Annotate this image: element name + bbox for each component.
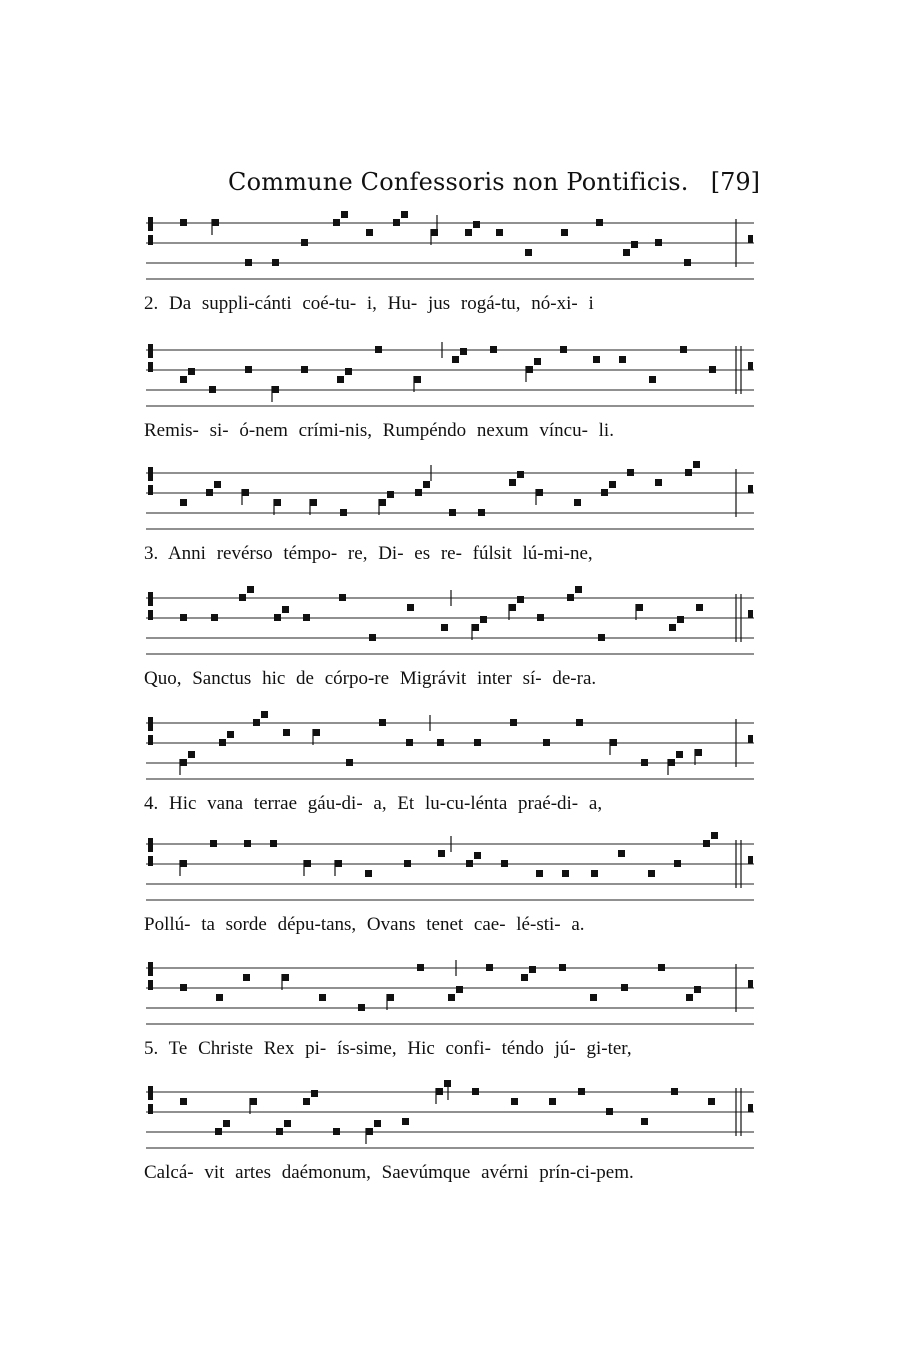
neume-note [598,634,605,641]
neume-note [473,221,480,228]
neume-note [345,368,352,375]
lyric-line: 2. Da suppli-cánti coé-tu- i, Hu- jus rogá-tu, nó-xi- i [144,293,594,314]
neume-note [436,1088,443,1095]
neume-note [648,870,655,877]
neume-note [490,346,497,353]
neume-note [619,356,626,363]
neume-note [401,211,408,218]
neume-note [369,634,376,641]
custos-icon [748,235,753,243]
neume-note [472,1088,479,1095]
page-title: Commune Confessoris non Pontificis. [228,168,689,196]
neume-note [272,259,279,266]
neume-note [379,719,386,726]
chant-staff [140,1074,760,1158]
clef-icon [148,962,153,990]
neume-note [437,739,444,746]
neume-note [206,489,213,496]
custos-icon [748,856,753,864]
clef-icon [148,592,153,620]
neume-note [216,994,223,1001]
neume-note [574,499,581,506]
neume-note [590,994,597,1001]
clef-icon [148,838,153,866]
neume-note [621,984,628,991]
neume-note [641,1118,648,1125]
neume-note [333,1128,340,1135]
neume-note [669,624,676,631]
neume-note [274,499,281,506]
neume-note [341,211,348,218]
neume-note [245,366,252,373]
neume-note [245,259,252,266]
chant-system [140,950,760,1059]
neume-note [559,964,566,971]
lyric-line: Remis- si- ó-nem crími-nis, Rumpéndo nexum víncu- li. [144,420,614,441]
lyric-line: Calcá- vit artes daémonum, Saevúmque avérni prín-ci-pem. [144,1162,634,1183]
neume-note [250,1098,257,1105]
custos-icon [748,980,753,988]
custos-icon [748,362,753,370]
neume-note [301,366,308,373]
neume-note [521,974,528,981]
custos-icon [748,485,753,493]
neume-note [387,491,394,498]
neume-note [214,481,221,488]
neume-note [180,376,187,383]
neume-note [623,249,630,256]
neume-note [283,729,290,736]
neume-note [304,860,311,867]
neume-note [239,594,246,601]
neume-note [610,739,617,746]
neume-note [655,479,662,486]
neume-note [677,616,684,623]
neume-note [627,469,634,476]
clef-icon [148,1086,153,1114]
neume-note [180,614,187,621]
neume-note [536,489,543,496]
neume-note [537,614,544,621]
neume-note [303,1098,310,1105]
neume-note [340,509,347,516]
neume-note [311,1090,318,1097]
neume-note [402,1118,409,1125]
neume-note [526,366,533,373]
neume-note [272,386,279,393]
neume-note [474,739,481,746]
neume-note [708,1098,715,1105]
page-number: [79] [710,168,760,196]
neume-note [641,759,648,766]
chant-system [140,826,760,935]
chant-system [140,580,760,689]
neume-note [333,219,340,226]
neume-note [593,356,600,363]
neume-note [480,616,487,623]
neume-note [253,719,260,726]
neume-note [282,974,289,981]
neume-note [680,346,687,353]
neume-note [215,1128,222,1135]
neume-note [686,994,693,1001]
neume-note [180,984,187,991]
neume-note [456,986,463,993]
neume-note [180,860,187,867]
neume-note [180,759,187,766]
custos-icon [748,610,753,618]
neume-note [543,739,550,746]
neume-note [671,1088,678,1095]
neume-note [578,1088,585,1095]
neume-note [448,994,455,1001]
neume-note [242,489,249,496]
clef-icon [148,717,153,745]
neume-note [562,870,569,877]
neume-note [407,604,414,611]
neume-note [423,481,430,488]
neume-note [366,1128,373,1135]
neume-note [618,850,625,857]
neume-note [303,614,310,621]
neume-note [337,376,344,383]
neume-note [509,604,516,611]
neume-note [511,1098,518,1105]
neume-note [472,624,479,631]
neume-note [549,1098,556,1105]
neume-note [466,860,473,867]
neume-note [525,249,532,256]
neume-note [282,606,289,613]
neume-note [180,1098,187,1105]
neume-note [212,219,219,226]
chant-staff [140,332,760,416]
neume-note [591,870,598,877]
neume-note [339,594,346,601]
neume-note [674,860,681,867]
chant-staff [140,950,760,1034]
chant-system [140,1074,760,1183]
neume-note [685,469,692,476]
neume-note [510,719,517,726]
neume-note [211,614,218,621]
neume-note [561,229,568,236]
lyric-line: Quo, Sanctus hic de córpo-re Migrávit inter sí- de-ra. [144,668,597,689]
lyric-line: 5. Te Christe Rex pi- ís-sime, Hic confi- téndo jú- gi-ter, [144,1038,632,1059]
neume-note [209,386,216,393]
neume-note [649,376,656,383]
neume-note [346,759,353,766]
chant-system [140,205,760,314]
neume-note [227,731,234,738]
neume-note [536,870,543,877]
neume-note [478,509,485,516]
neume-note [636,604,643,611]
neume-note [703,840,710,847]
neume-note [180,219,187,226]
lyric-line: 4. Hic vana terrae gáu-di- a, Et lu-cu-lénta praé-di- a, [144,793,603,814]
chant-staff [140,205,760,289]
custos-icon [748,735,753,743]
chant-system [140,455,760,564]
page-header [228,168,760,202]
clef-icon [148,217,153,245]
chant-staff [140,580,760,664]
neume-note [609,481,616,488]
neume-note [379,499,386,506]
neume-note [693,461,700,468]
neume-note [180,499,187,506]
lyric-line: 3. Anni revérso témpo- re, Di- es re- fúlsit lú-mi-ne, [144,543,593,564]
neume-note [509,479,516,486]
neume-note [219,739,226,746]
clef-icon [148,467,153,495]
neume-note [366,229,373,236]
neume-note [438,850,445,857]
neume-note [243,974,250,981]
neume-note [270,840,277,847]
neume-note [188,368,195,375]
neume-note [529,966,536,973]
neume-note [406,739,413,746]
neume-note [474,852,481,859]
neume-note [496,229,503,236]
neume-note [695,749,702,756]
clef-icon [148,344,153,372]
custos-icon [748,1104,753,1112]
neume-note [601,489,608,496]
neume-note [676,751,683,758]
chant-staff [140,455,760,539]
neume-note [387,994,394,1001]
neume-note [684,259,691,266]
neume-note [276,1128,283,1135]
neume-note [404,860,411,867]
neume-note [658,964,665,971]
neume-note [415,489,422,496]
neume-note [313,729,320,736]
neume-note [441,624,448,631]
chant-system [140,332,760,441]
chant-staff [140,826,760,910]
neume-note [655,239,662,246]
neume-note [567,594,574,601]
neume-note [711,832,718,839]
neume-note [575,586,582,593]
neume-note [393,219,400,226]
neume-note [301,239,308,246]
neume-note [223,1120,230,1127]
neume-note [414,376,421,383]
neume-note [417,964,424,971]
neume-note [486,964,493,971]
neume-note [244,840,251,847]
neume-note [694,986,701,993]
chant-system [140,705,760,814]
neume-note [310,499,317,506]
neume-note [596,219,603,226]
neume-note [560,346,567,353]
neume-note [375,346,382,353]
neume-note [631,241,638,248]
neume-note [460,348,467,355]
neume-note [696,604,703,611]
neume-note [517,596,524,603]
neume-note [534,358,541,365]
neume-note [284,1120,291,1127]
chant-staff [140,705,760,789]
neume-note [247,586,254,593]
neume-note [358,1004,365,1011]
neume-note [210,840,217,847]
neume-note [449,509,456,516]
neume-note [365,870,372,877]
neume-note [188,751,195,758]
neume-note [319,994,326,1001]
neume-note [261,711,268,718]
neume-note [576,719,583,726]
neume-note [452,356,459,363]
neume-note [274,614,281,621]
neume-note [709,366,716,373]
neume-note [374,1120,381,1127]
neume-note [517,471,524,478]
lyric-line: Pollú- ta sorde dépu-tans, Ovans tenet cae- lé-sti- a. [144,914,585,935]
neume-note [606,1108,613,1115]
neume-note [335,860,342,867]
neume-note [501,860,508,867]
neume-note [465,229,472,236]
neume-note [668,759,675,766]
